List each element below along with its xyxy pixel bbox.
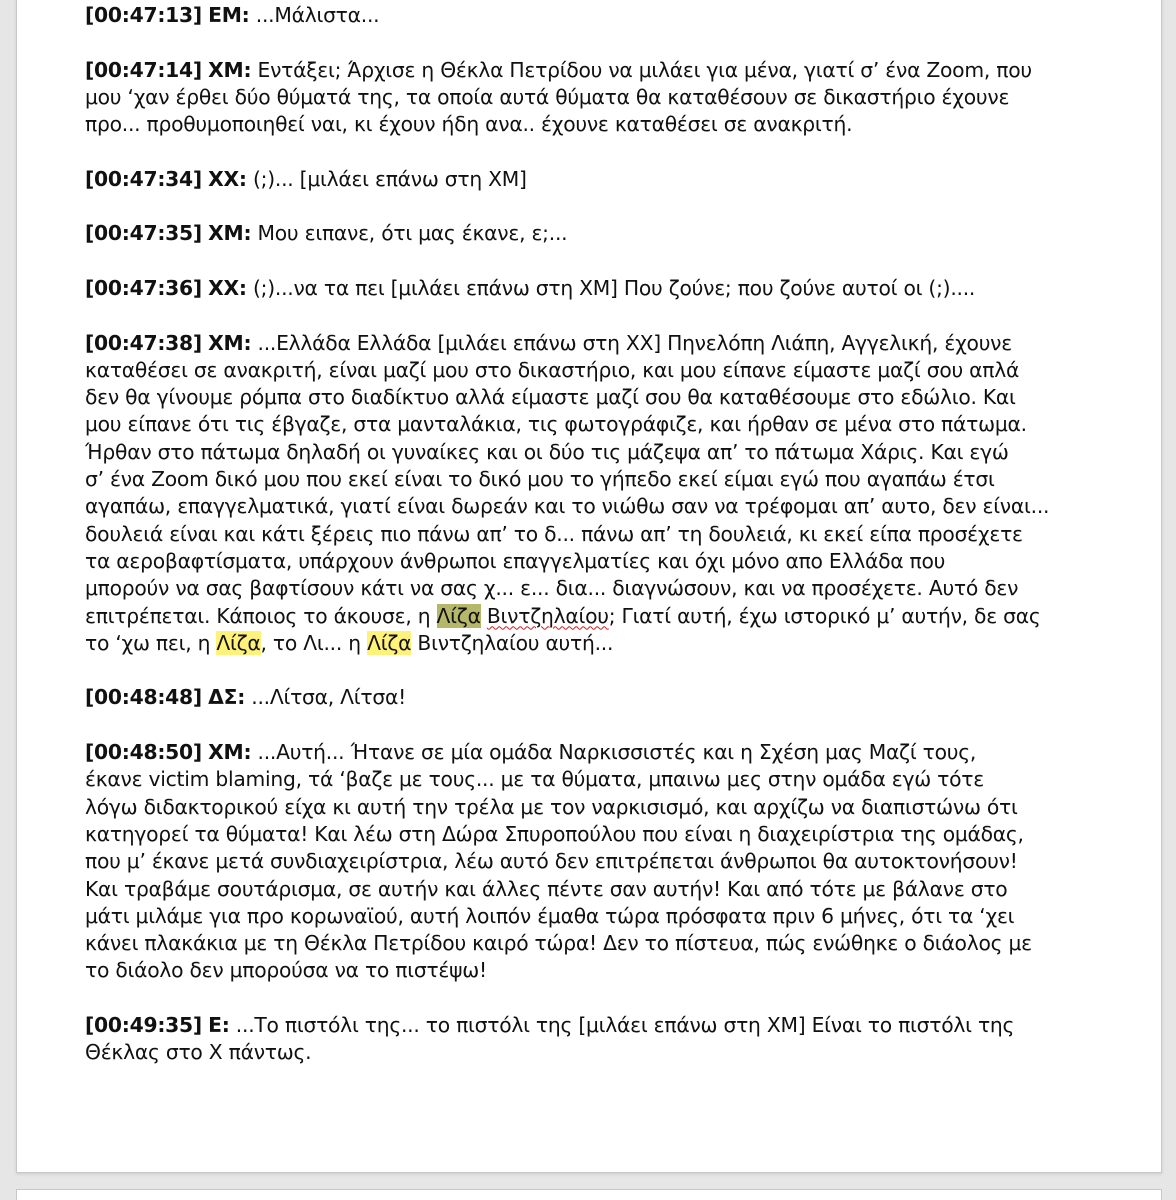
transcript-entry	[85, 1012, 1125, 1067]
transcript-entry	[85, 220, 1125, 247]
highlighted-name: Λίζα	[216, 630, 261, 655]
speaker-label: ΧΜ:	[208, 740, 252, 765]
timestamp: [00:47:35]	[85, 221, 202, 246]
speaker-label: ΧΧ:	[208, 275, 247, 300]
transcript-entry	[85, 57, 1125, 139]
transcript-entry	[85, 684, 1125, 711]
timestamp: [00:49:35]	[85, 1012, 202, 1037]
utterance-text: (;)...να τα πει [μιλάει επάνω στη ΧΜ] Που ζούνε; που ζούνε αυτοί οι (;)....	[246, 275, 976, 300]
transcript-entry	[85, 166, 1125, 193]
utterance-text: ...Λίτσα, Λίτσα!	[245, 685, 406, 710]
speaker-label: Ε:	[208, 1012, 230, 1037]
utterance-text: ; Γιατί αυτή, έχω ιστορικό μ’ αυτήν, δε σας το ‘χω πει, η	[85, 603, 1041, 655]
utterance-text: Εντάξει; Άρχισε η Θέκλα Πετρίδου να μιλάει για μένα, γιατί σ’ ένα Zoom, που μου ‘χαν έρθει δύο θύματά της, τα οποία αυτά θύματα θα καταθέσουν σε δικαστήριο έχουνε προ... προθυμοποιηθεί ναι, κι έχουν ήδη ανα.. έχουνε καταθέσει σε ανακριτή.	[85, 57, 1032, 137]
timestamp: [00:47:13]	[85, 3, 202, 27]
timestamp: [00:47:38]	[85, 330, 202, 355]
speaker-label: ΧΜ:	[208, 330, 252, 355]
next-page-edge	[16, 1189, 1162, 1200]
utterance-text: , το Λι... η	[260, 630, 368, 655]
speaker-label: ΧΜ:	[208, 57, 252, 82]
speaker-label: ΔΣ:	[208, 685, 246, 710]
utterance-text: Βιντζηλαίου αυτή...	[411, 630, 614, 655]
transcript-entry	[85, 2, 1125, 29]
spellcheck-flagged-word: Βιντζηλαίου	[486, 603, 609, 628]
utterance-text: Μου ειπανε, ότι μας έκανε, ε;...	[251, 221, 568, 246]
timestamp: [00:47:34]	[85, 166, 202, 191]
transcript-entry	[85, 330, 1125, 658]
timestamp: [00:48:48]	[85, 685, 202, 710]
timestamp: [00:47:36]	[85, 275, 202, 300]
highlighted-name: Λίζα	[367, 630, 412, 655]
utterance-text: (;)... [μιλάει επάνω στη ΧΜ]	[246, 166, 527, 191]
transcript-entry	[85, 275, 1125, 302]
transcript-body	[85, 2, 1125, 1094]
utterance-text: ...Αυτή... Ήτανε σε μία ομάδα Ναρκισσιστές και η Σχέση μας Μαζί τους, έκανε victim blaming, τά ‘βαζε με τους... με τα θύματα, μπαινω μες στην ομάδα εγώ τότε λόγω διδακτορικού είχα κι αυτή την τρέλα με τον ναρκισισμό, και αρχίζω να διαπιστώνω ότι κατηγορεί τα θύματα! Και λέω στη Δώρα Σπυροπούλου που είναι η διαχειρίστρια της ομάδας, που μ’ έκανε μετά συνδιαχειρίστρια, λέω αυτό δεν επιτρέπεται άνθρωποι θα αυτοκτονήσουν! Και τραβάμε σουτάρισμα, σε αυτήν και άλλες πέντε σαν αυτήν! Και από τότε με βάλανε στο μάτι μιλάμε για προ κορωναϊού, αυτή λοιπόν έμαθα τώρα πρόσφατα πριν 6 μήνες, ότι τα ‘χει κάνει πλακάκια με τη Θέκλα Πετρίδου καιρό τώρα! Δεν το πίστευα, πώς ενώθηκε ο διάολος με το διάολο δεν μπορούσα να το πιστέψω!	[85, 740, 1032, 983]
speaker-label: ΧΧ:	[208, 166, 247, 191]
speaker-label: ΕΜ:	[208, 3, 250, 27]
transcript-entry	[85, 739, 1125, 985]
utterance-text: ...Ελλάδα Ελλάδα [μιλάει επάνω στη ΧΧ] Πηνελόπη Λιάπη, Αγγελική, έχουνε καταθέσει σε ανακριτή, είναι μαζί μου στο δικαστήριο, και μου είπανε είμαστε μαζί σου απλά δεν θα γίνουμε ρόμπα στο διαδίκτυο αλλά είμαστε μαζί σου θα καταθέσουμε στο εδώλιο. Και μου είπανε ότι τις έβγαζε, στα μανταλάκια, τις φωτογράφιζε, και ήρθαν σε μένα στο πάτωμα. Ήρθαν στο πάτωμα δηλαδή οι γυναίκες και οι δύο τις μάζεψα απ’ το πάτωμα Χάρις. Και εγώ σ’ ένα Zoom δικό μου που εκεί είναι το δικό μου το γήπεδο εκεί είμαι εγώ που αγαπάω έτσι αγαπάω, επαγγελματικά, γιατί είναι δωρεάν και το νιώθω σαν να τρέφομαι απ’ αυτο, δεν είναι... δουλειά είναι και κάτι ξέρεις πιο πάνω απ’ το δ... πάνω απ’ τη δουλειά, κι εκεί είπα προσέχετε τα αεροβαφτίσματα, υπάρχουν άνθρωποι επαγγελματίες και όχι μόνο απο Ελλάδα που μπορούν να σας βαφτίσουν κάτι να σας χ... ε... δια... διαγνώσουν, και να προσέχετε. Αυτό δεν επιτρέπεται. Κάποιος το άκουσε, η	[85, 330, 1050, 628]
highlighted-name: Λίζα	[436, 603, 481, 628]
timestamp: [00:47:14]	[85, 57, 202, 82]
utterance-text: ...Το πιστόλι της... το πιστόλι της [μιλάει επάνω στη ΧΜ] Είναι το πιστόλι της Θέκλας στο Χ πάντως.	[85, 1012, 1015, 1065]
speaker-label: ΧΜ:	[208, 221, 252, 246]
timestamp: [00:48:50]	[85, 740, 202, 765]
document-page	[16, 0, 1162, 1173]
utterance-text: ...Μάλιστα...	[249, 3, 380, 27]
